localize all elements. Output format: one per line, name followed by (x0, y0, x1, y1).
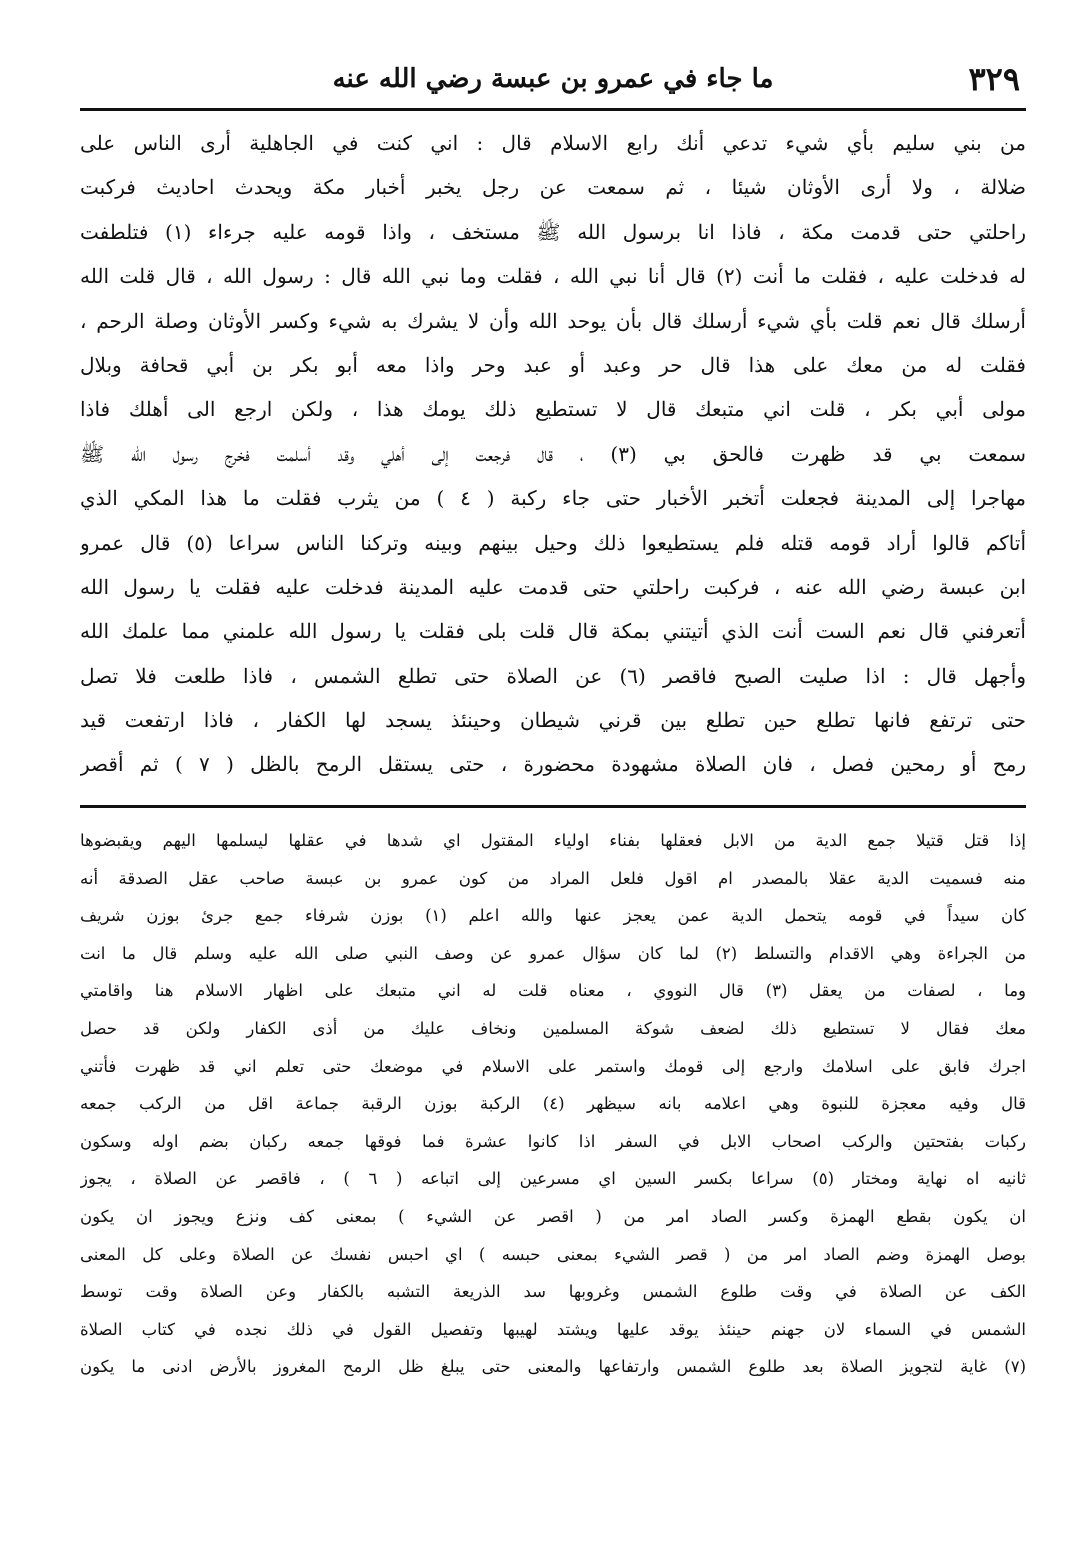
footnote-line: ان يكون بقطع الهمزة وكسر الصاد امر من ( اقصر عن الشيء ) بمعنى كف ونزع ويجوز ان يكون (80, 1206, 1026, 1226)
text-line: أرسلك قال نعم قلت بأي شيء أرسلك قال بأن يوحد الله وأن لا يشرك به شيء وكسر الأوثان وصلة الرحم ، (80, 308, 1026, 333)
footnote-line: ركبات بفتحتين والركب اصحاب الابل في السفر اذا كانوا عشرة فما فوقها جمعه ركبان بضم اوله وسكون (80, 1131, 1026, 1151)
text-line: سمعت بي قد ظهرت فالحق بي (٣) ، قال فرجعت إلى أهلي وقد أسلمت فخرج رسول الله ﷺ (80, 441, 1026, 466)
running-title: ما جاء في عمرو بن عبسة رضي الله عنه (332, 64, 774, 94)
text-line: حتى ترتفع فانها تطلع حين تطلع بين قرني شيطان وحينئذ يسجد لها الكفار ، فاذا ارتفعت قيد (80, 708, 1026, 733)
footnote-line: إذا قتل قتيلا جمع الدية من الابل فعقلها بفناء اولياء المقتول اي شدها في عقلها ليسلمها اليهم ويقبضوها (80, 831, 1026, 850)
text-line: ابن عبسة رضي الله عنه ، فركبت راحلتي حتى قدمت عليه المدينة فدخلت عليه فقلت يا رسول الله (80, 574, 1026, 599)
main-text (80, 121, 1026, 801)
footnote-line: اجرك فابق على اسلامك وارجع إلى قومك واستمر على الاسلام في موضعك حتى تعلم اني قد ظهرت فأتني (80, 1056, 1026, 1076)
text-line: مولى أبي بكر ، قلت اني متبعك قال لا تستطيع ذلك يومك هذا ، ولكن ارجع الى أهلك فاذا (80, 397, 1026, 422)
footnote-line: بوصل الهمزة وضم الصاد امر من ( قصر الشيء بمعنى حبسه ) اي احبس نفسك عن الصلاة وعلى كل المعنى (80, 1244, 1026, 1264)
footnote-line: الكف عن الصلاة في وقت طلوع الشمس وغروبها سد الذريعة التشبه بالكفار وعن الصلاة وقت توسط (80, 1282, 1026, 1302)
footnote-line: من الجراءة وهي الاقدام والتسلط (٢) لما كان سؤال عمرو عن وصف النبي صلى الله عليه وسلم قال ما انت (80, 943, 1026, 963)
text-line: راحلتي حتى قدمت مكة ، فاذا انا برسول الله ﷺ مستخف ، واذا قومه عليه جرءاء (١) فتلطفت (80, 219, 1026, 244)
footnote-line: كان سيداً في قومه يتحمل الدية عمن يعجز عنها والله اعلم (١) بوزن شرفاء جمع جرئ بوزن شريف (80, 906, 1026, 926)
text-line: له فدخلت عليه ، فقلت ما أنت (٢) قال أنا نبي الله ، فقلت وما نبي الله قال : رسول الله ، قال قلت الله (80, 264, 1026, 289)
page-number: ٣٢٩ (968, 60, 1020, 98)
text-line: فقلت له من معك على هذا قال حر وعبد أو عبد وحر واذا معه أبو بكر بن أبي قحافة وبلال (80, 352, 1026, 377)
text-line: من بني سليم بأي شيء تدعي أنك رابع الاسلام قال : اني كنت في الجاهلية أرى الناس على (80, 131, 1026, 155)
footnote-line: معك فقال لا تستطيع ذلك لضعف شوكة المسلمين ونخاف عليك من أذى الكفار ولكن قد حصل (80, 1018, 1026, 1038)
text-line: وأجهل قال : اذا صليت الصبح فاقصر (٦) عن الصلاة حتى تطلع الشمس ، فاذا طلعت فلا تصل (80, 663, 1026, 688)
footnote-divider (80, 805, 1026, 808)
text-line: مهاجرا إلى المدينة فجعلت أتخبر الأخبار حتى جاء ركبة ( ٤ ) من يثرب فقلت ما هذا المكي الذي (80, 486, 1026, 511)
footnote-line: الشمس في السماء لان جهنم حينئذ يوقد عليها ويشتد لهيبها وتفصيل القول في ذلك نجده في كتاب الصلاة (80, 1319, 1026, 1339)
text-line: أتعرفني قال نعم الست أنت الذي أتيتني بمكة قال قلت بلى فقلت يا رسول الله علمني مما علمك الله (80, 619, 1026, 644)
text-line: أتاكم قالوا أراد قومه قتله فلم يستطيعوا ذلك وحيل بينهم وبينه وتركنا الناس سراعا (٥) قال عمرو (80, 530, 1026, 555)
text-line: رمح أو رمحين فصل ، فان الصلاة مشهودة محضورة ، حتى يستقل الرمح بالظل ( ٧ ) ثم أقصر (80, 752, 1026, 777)
page-header (80, 48, 1026, 111)
footnotes (80, 822, 1026, 1386)
footnote-line: (٧) غاية لتجويز الصلاة بعد طلوع الشمس وارتفاعها والمعنى حتى يبلغ ظل الرمح المغروز بالأرض ادنى ما يكون (80, 1357, 1026, 1377)
footnote-line: منه فسميت الدية عقلا بالمصدر ام اقول فلعل المراد من كون عمرو بن عبسة صاحب عقل الصدقة أنه (80, 868, 1026, 888)
footnote-line: وما ، لصفات من يعقل (٣) قال النووي ، معناه قلت له اني متبعك على اظهار الاسلام هنا واقامتي (80, 981, 1026, 1001)
footnote-line: قال وفيه معجزة للنبوة وهي اعلامه بانه سيظهر (٤) الركبة بوزن الرقبة جماعة اقل من الركب جمعه (80, 1094, 1026, 1114)
text-line: ضلالة ، ولا أرى الأوثان شيئا ، ثم سمعت عن رجل يخبر أخبار مكة ويحدث احاديث فركبت (80, 175, 1026, 200)
footnote-line: ثانيه اه نهاية ومختار (٥) سراعا بكسر السين اي مسرعين إلى اتباعه ( ٦ ) ، فاقصر عن الصلاة ، يجوز (80, 1169, 1026, 1189)
